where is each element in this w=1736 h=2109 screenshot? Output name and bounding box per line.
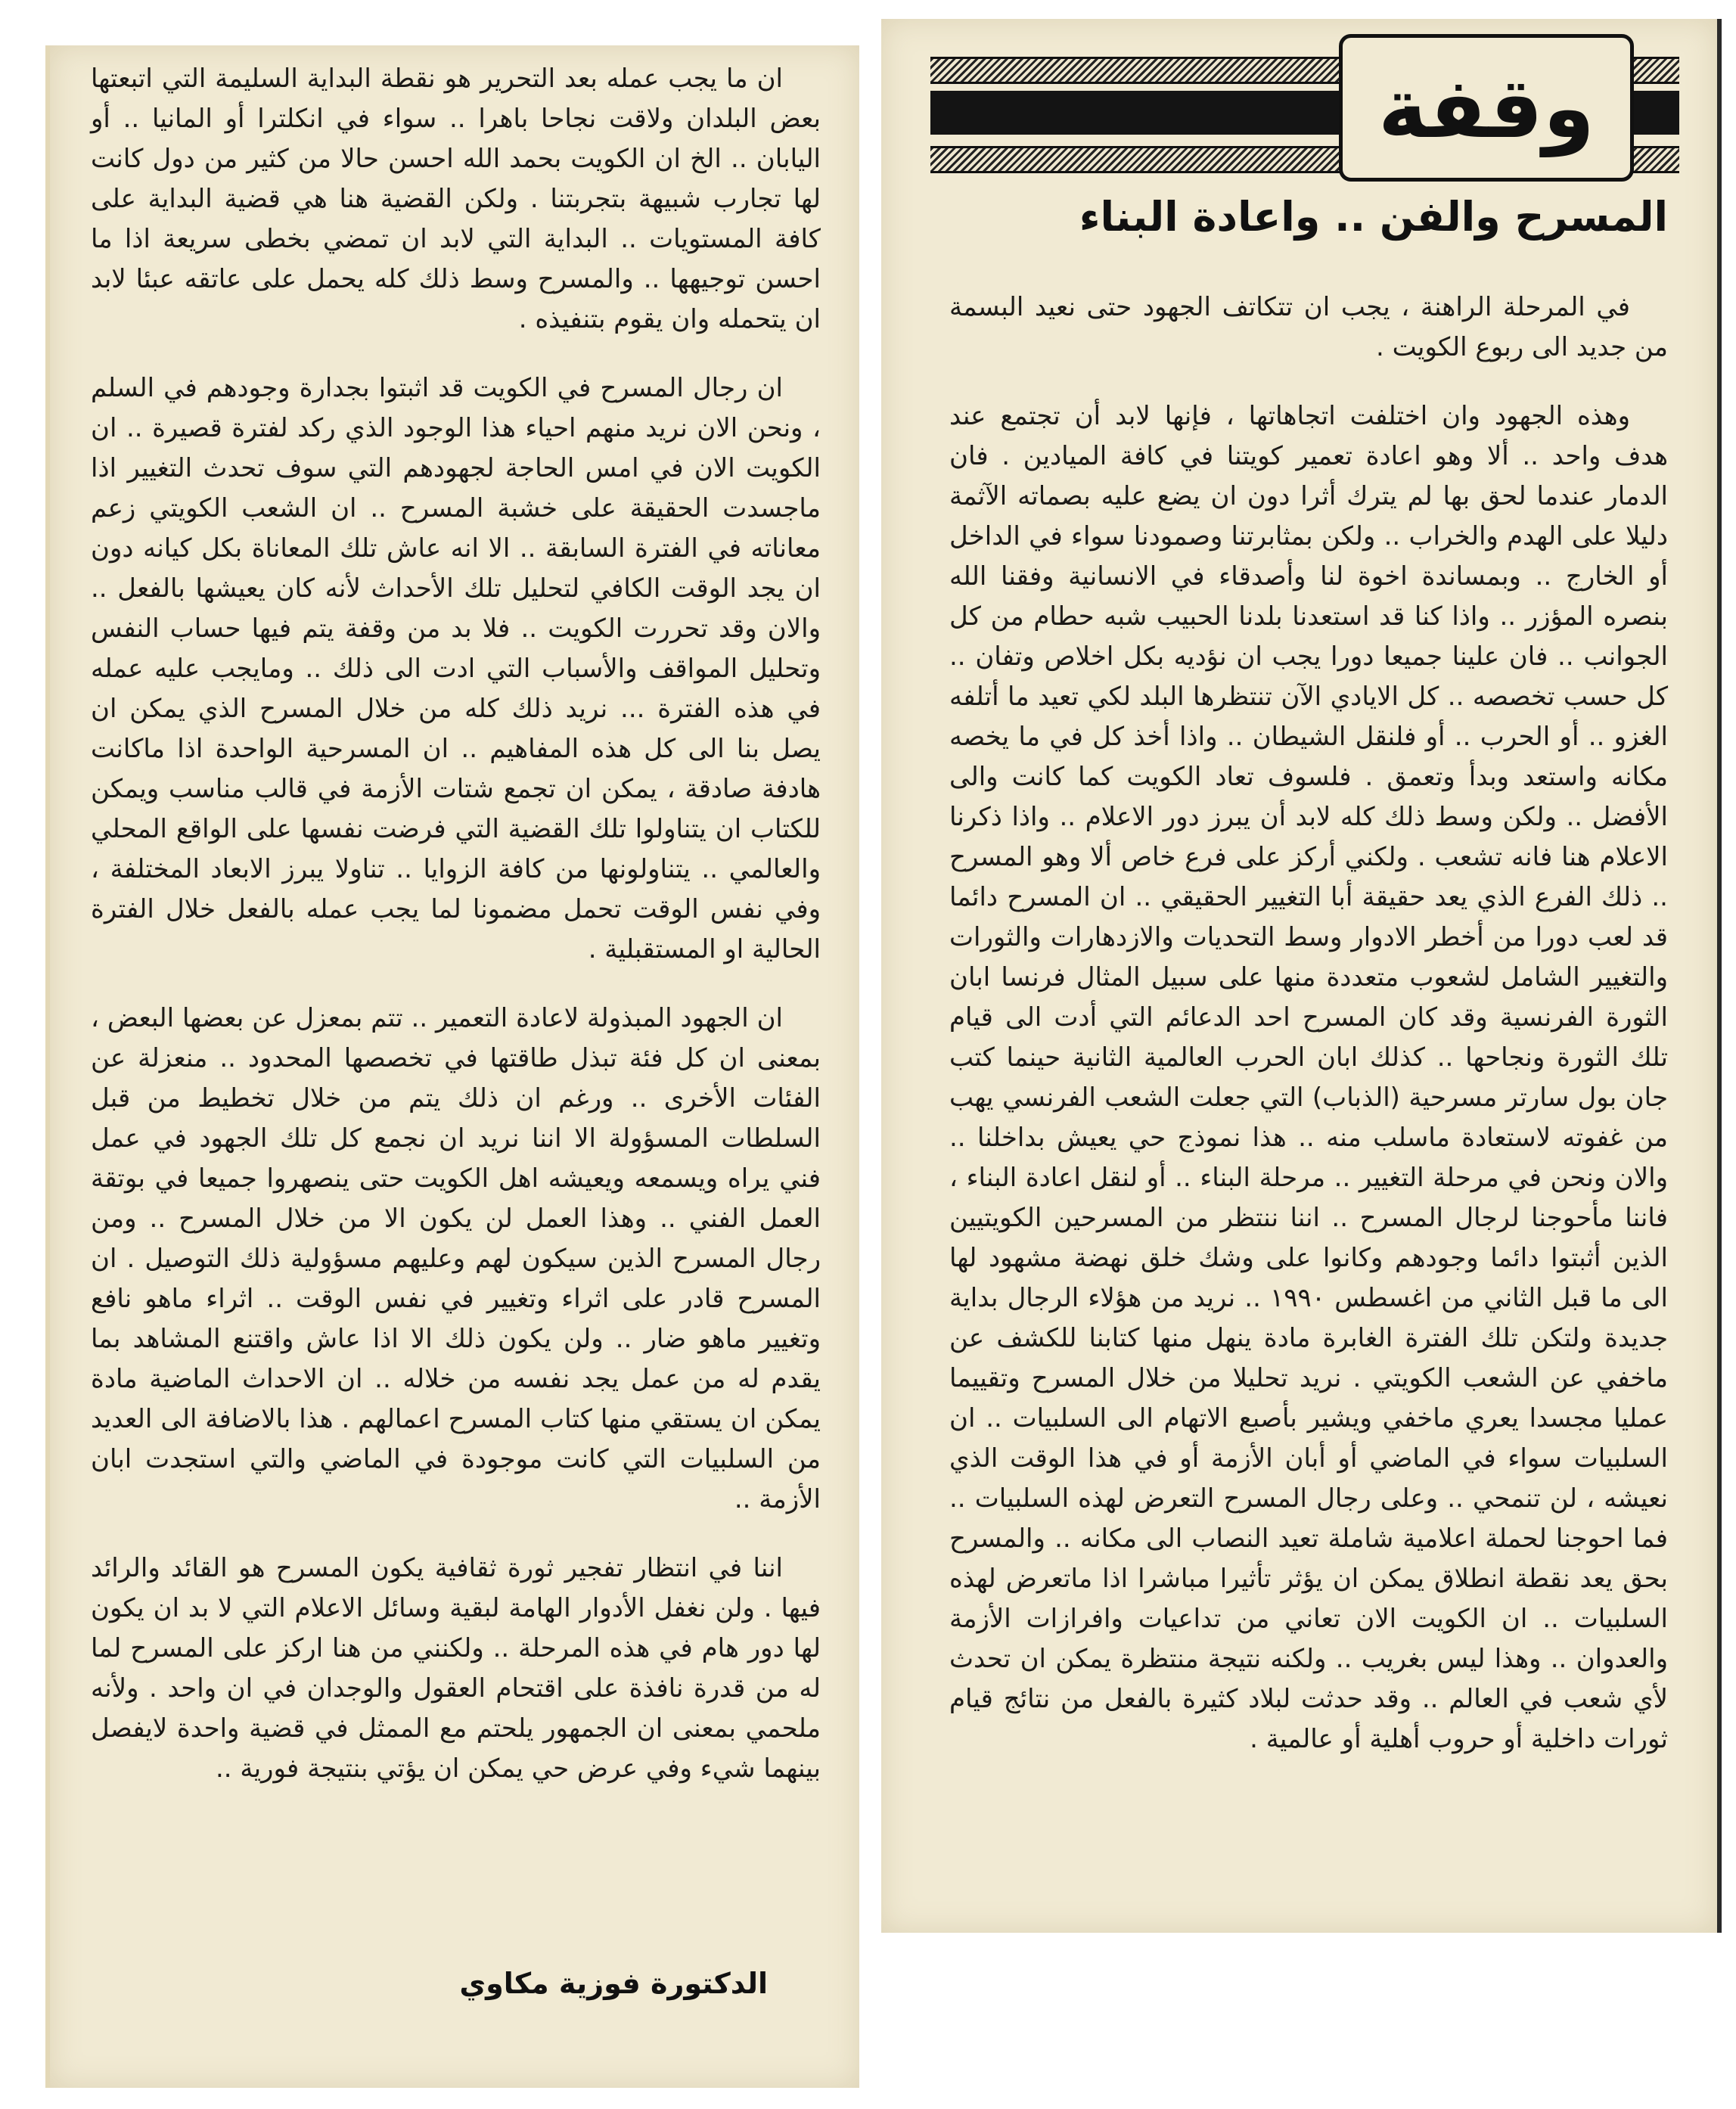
article-headline: المسرح والفن .. واعادة البناء bbox=[1079, 193, 1668, 241]
paragraph: في المرحلة الراهنة ، يجب ان تتكاتف الجهود حتى نعيد البسمة من جديد الى ربوع الكويت . bbox=[949, 292, 1668, 362]
paragraph: ان ما يجب عمله بعد التحرير هو نقطة البداية السليمة التي اتبعتها بعض البلدان ولاقت نجاحا باهرا .. سواء في انكلترا أو المانيا .. أو اليابان .. الخ ان الكويت بحمد الله احسن حالا من كثير من دول كانت لها تجارب شبيهة بتجربتنا . ولكن القضية هنا هي قضية البداية على كافة المستويات .. البداية التي لابد ان تمضي بخطى سريعة اذا ما احسن توجيهها .. والمسرح وسط ذلك كله يحمل على عاتقه عبئا لابد ان يتحمله وان يقوم بتنفيذه . bbox=[91, 64, 821, 334]
paragraph: ان رجال المسرح في الكويت قد اثبتوا بجدارة وجودهم في السلم ، ونحن الان نريد منهم احياء هذا الوجود الذي ركد لفترة قصيرة .. ان الكويت الان في امس الحاجة لجهودهم التي سوف تحدث التغيير اذا ماجسدت الحقيقة على خشبة المسرح .. ان الشعب الكويتي زعم معاناته في الفترة السابقة .. الا انه عاش تلك المعاناة بكل كيانه دون ان يجد الوقت الكافي لتحليل تلك الأحداث لأنه كان يعيشها بالفعل .. والان وقد تحررت الكويت .. فلا بد من وقفة يتم فيها حساب النفس وتحليل المواقف والأسباب التي ادت الى ذلك .. ومايجب عليه عمله في هذه الفترة ... نريد ذلك كله من خلال المسرح الذي يمكن ان يصل بنا الى كل هذه المفاهيم .. ان المسرحية الواحدة اذا ماكانت هادفة صادقة ، يمكن ان تجمع شتات الأزمة في قالب مناسب ويمكن للكتاب ان يتناولوا تلك القضية التي فرضت نفسها على الواقع المحلي والعالمي .. يتناولونها من كافة الزوايا .. تناولا يبرز الابعاد المختلفة ، وفي نفس الوقت تحمل مضمونا لما يجب عمله بالفعل خلال الفترة الحالية او المستقبلية . bbox=[91, 373, 821, 964]
article-column-right bbox=[949, 287, 1668, 1788]
author-byline: الدكتورة فوزية مكاوي bbox=[459, 1967, 768, 2000]
paragraph: وهذه الجهود وان اختلفت اتجاهاتها ، فإنها لابد أن تجتمع عند هدف واحد .. ألا وهو اعادة تعمير كويتنا في كافة الميادين . فان الدمار عندما لحق بها لم يترك أثرا دون ان يضع عليه بصماته الآثمة دليلا على الهدم والخراب .. ولكن بمثابرتنا وصمودنا سواء في الداخل أو الخارج .. وبمساندة اخوة لنا وأصدقاء في الانسانية وفقنا الله بنصره المؤزر .. واذا كنا قد استعدنا بلدنا الحبيب شبه حطام من كل الجوانب .. فان علينا جميعا دورا يجب ان نؤديه بكل اخلاص وتفان .. كل حسب تخصصه .. كل الايادي الآن تنتظرها البلد لكي تعيد ما أتلفه الغزو .. أو الحرب .. أو فلنقل الشيطان .. واذا أخذ كل في ما يخصه مكانه واستعد وبدأ وتعمق . فلسوف تعاد الكويت كما كانت والى الأفضل .. ولكن وسط ذلك كله لابد أن يبرز دور الاعلام .. واذا ذكرنا الاعلام هنا فانه تشعب . ولكني أركز على فرع خاص ألا وهو المسرح .. ذلك الفرع الذي يعد حقيقة أبا التغيير الحقيقي .. ان المسرح دائما قد لعب دورا من أخطر الادوار وسط التحديات والازدهارات والثورات والتغيير الشامل لشعوب متعددة منها على سبيل المثال فرنسا ابان الثورة الفرنسية وقد كان المسرح احد الدعائم التي أدت الى قيام تلك الثورة ونجاحها .. كذلك ابان الحرب العالمية الثانية حينما كتب جان بول سارتر مسرحية (الذباب) التي جعلت الشعب الفرنسي يهب من غفوته لاستعادة ماسلب منه .. هذا نموذج حي يعيش بداخلنا .. والان ونحن في مرحلة التغيير .. مرحلة البناء .. أو لنقل اعادة البناء ، فاننا مأحوجنا لرجال المسرح .. اننا ننتظر من المسرحين الكويتيين الذين أثبتوا دائما وجودهم وكانوا على وشك خلق نهضة مشهود لها الى ما قبل الثاني من اغسطس ١٩٩٠ .. نريد من هؤلاء الرجال بداية جديدة ولتكن تلك الفترة الغابرة مادة ينهل منها كتابنا للكشف عن ماخفي عن الشعب الكويتي . نريد تحليلا من خلال المسرح وتقييما عمليا مجسدا يعري ماخفي ويشير بأصبع الاتهام الى السلبيات .. ان السلبيات سواء في الماضي أو أبان الأزمة أو في هذا الوقت الذي نعيشه ، لن تنمحي .. وعلى رجال المسرح التعرض لهذه السلبيات .. فما احوجنا لحملة اعلامية شاملة تعيد النصاب الى مكانه .. والمسرح بحق يعد نقطة انطلاق يمكن ان يؤثر تأثيرا مباشرا اذا ماتعرض لهذه السلبيات .. ان الكويت الان تعاني من تداعيات وافرازات الأزمة والعدوان .. وهذا ليس بغريب .. ولكنه نتيجة منتظرة يمكن ان تحدث لأي شعب في العالم .. وقد حدثت لبلاد كثيرة بالفعل من نتائج قيام ثورات داخلية أو حروب أهلية أو عالمية . bbox=[949, 401, 1668, 1754]
paragraph: اننا في انتظار تفجير ثورة ثقافية يكون المسرح هو القائد والرائد فيها . ولن نغفل الأدوار الهامة لبقية وسائل الاعلام التي لا بد ان يكون لها دور هام في هذه المرحلة .. ولكنني من هنا اركز على المسرح لما له من قدرة نافذة على اقتحام العقول والوجدان في ان واحد . ولأنه ملحمي بمعنى ان الجمهور يلحتم مع الممثل في قضية واحدة لايفصل بينهما شيء وفي عرض حي يمكن ان يؤتي بنتيجة فورية .. bbox=[91, 1553, 821, 1784]
paragraph: ان الجهود المبذولة لاعادة التعمير .. تتم بمعزل عن بعضها البعض ، بمعنى ان كل فئة تبذل طاقتها في تخصصها المحدود .. منعزلة عن الفئات الأخرى .. ورغم ان ذلك يتم من خلال تخطيط من قبل السلطات المسؤولة الا اننا نريد ان نجمع كل تلك الجهود في عمل فني يراه ويسمعه ويعيشه اهل الكويت حتى ينصهروا جميعا في بوتقة العمل الفني .. وهذا العمل لن يكون الا من خلال المسرح .. ومن رجال المسرح الذين سيكون لهم وعليهم مسؤولية ذلك التوصيل . ان المسرح قادر على اثراء وتغيير في نفس الوقت .. اثراء ماهو نافع وتغيير ماهو ضار .. ولن يكون ذلك الا اذا عاش واقتنع المشاهد بما يقدم له من عمل يجد نفسه من خلاله .. ان الاحداث الماضية مادة يمكن ان يستقي منها كتاب المسرح اعمالهم . هذا بالاضافة الى العديد من السلبيات التي كانت موجودة في الماضي والتي استجدت ابان الأزمة .. bbox=[91, 1003, 821, 1514]
masthead-logo: وقفة bbox=[1339, 34, 1634, 182]
masthead bbox=[930, 34, 1679, 178]
article-column-left bbox=[91, 59, 821, 1818]
